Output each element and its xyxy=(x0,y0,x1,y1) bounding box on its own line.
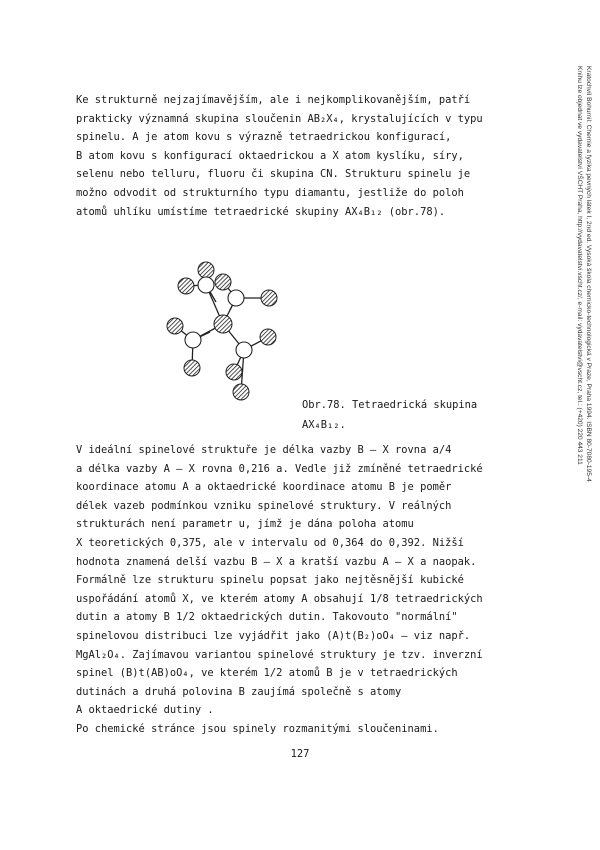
page-number: 127 xyxy=(290,748,310,760)
text-line: strukturách není parametr u, jímž je dána poloha atomu xyxy=(76,518,414,531)
text-line: koordinace atomu A a oktaedrické koordinace atomu B je poměr xyxy=(76,481,452,494)
text-line: uspořádání atomů X, ve kterém atomy A obsahují 1/8 tetraedrických xyxy=(76,592,483,605)
caption-line-1: Obr.78. Tetraedrická skupina xyxy=(302,399,478,411)
figure-caption xyxy=(302,395,477,435)
paragraph-spinel-structure xyxy=(76,441,546,739)
text-line: prakticky významná skupina sloučenin AB₂X₄, krystalujících v typu xyxy=(76,112,483,125)
text-line: dutinách a druhá polovina B zaujímá společně s atomy xyxy=(76,685,402,698)
paragraph-intro xyxy=(76,91,546,221)
text-line: dutin a atomy B 1/2 oktaedrických dutin. Takovouto "normální" xyxy=(76,611,458,624)
text-line: délek vazeb podmínkou vzniku spinelové struktury. V reálných xyxy=(76,499,452,512)
text-line: spinelu. A je atom kovu s výrazně tetraedrickou konfigurací, xyxy=(76,131,452,144)
text-line: MgAl₂O₄. Zajímavou variantou spinelové struktury je tzv. inverzní xyxy=(76,648,483,661)
text-line: a délka vazby A – X rovna 0,216 a. Vedle již zmíněné tetraedrické xyxy=(76,462,483,475)
text-line: V ideální spinelové struktuře je délka vazby B – X rovna a/4 xyxy=(76,444,452,456)
citation-line-2: Knihu lze objednat ve vydavatelství VŠCHT Praha, http://vydavatelstvi.vscht.cz/, e-mail: vydavatelstvi@vscht.cz, tel.: (+420) 220 443 211 xyxy=(576,66,583,465)
tetrahedral-group-figure xyxy=(148,250,298,420)
citation-line-1: Kratochvíl Bohumil: Chemie a fyzika pevných látek I, 2nd ed. Vysoká škola chemicko-technologická v Praze, Praha 1994. ISBN 80-7080-195-4 xyxy=(585,66,592,482)
text-line: Po chemické stránce jsou spinely rozmanitými sloučeninami. xyxy=(76,722,439,735)
text-line: možno odvodit od strukturního typu diamantu, jestliže do poloh xyxy=(76,186,464,199)
text-line: atomů uhlíku umístíme tetraedrické skupiny AX₄B₁₂ (obr.78). xyxy=(76,205,446,218)
text-line: Formálně lze strukturu spinelu popsat jako nejtěsnější kubické xyxy=(76,574,464,587)
text-line: spinelovou distribuci lze vyjádřit jako (A)t(B₂)oO₄ – viz např. xyxy=(76,629,471,642)
text-line: Ke strukturně nejzajímavějším, ale i nejkomplikovanějším, patří xyxy=(76,94,471,106)
text-line: spinel (B)t(AB)oO₄, ve kterém 1/2 atomů B je v tetraedrických xyxy=(76,667,458,680)
text-line: B atom kovu s konfigurací oktaedrickou a X atom kyslíku, síry, xyxy=(76,149,464,162)
text-line: selenu nebo telluru, fluoru či skupina CN. Strukturu spinelu je xyxy=(76,168,471,181)
text-line: X teoretických 0,375, ale v intervalu od 0,364 do 0,392. Nižší xyxy=(76,536,464,549)
caption-line-2: AX₄B₁₂. xyxy=(302,419,346,431)
citation-sidebar xyxy=(563,66,593,646)
text-line: hodnota znamená delší vazbu B – X a kratší vazbu A – X a naopak. xyxy=(76,555,477,568)
text-line: A oktaedrické dutiny . xyxy=(76,704,214,717)
